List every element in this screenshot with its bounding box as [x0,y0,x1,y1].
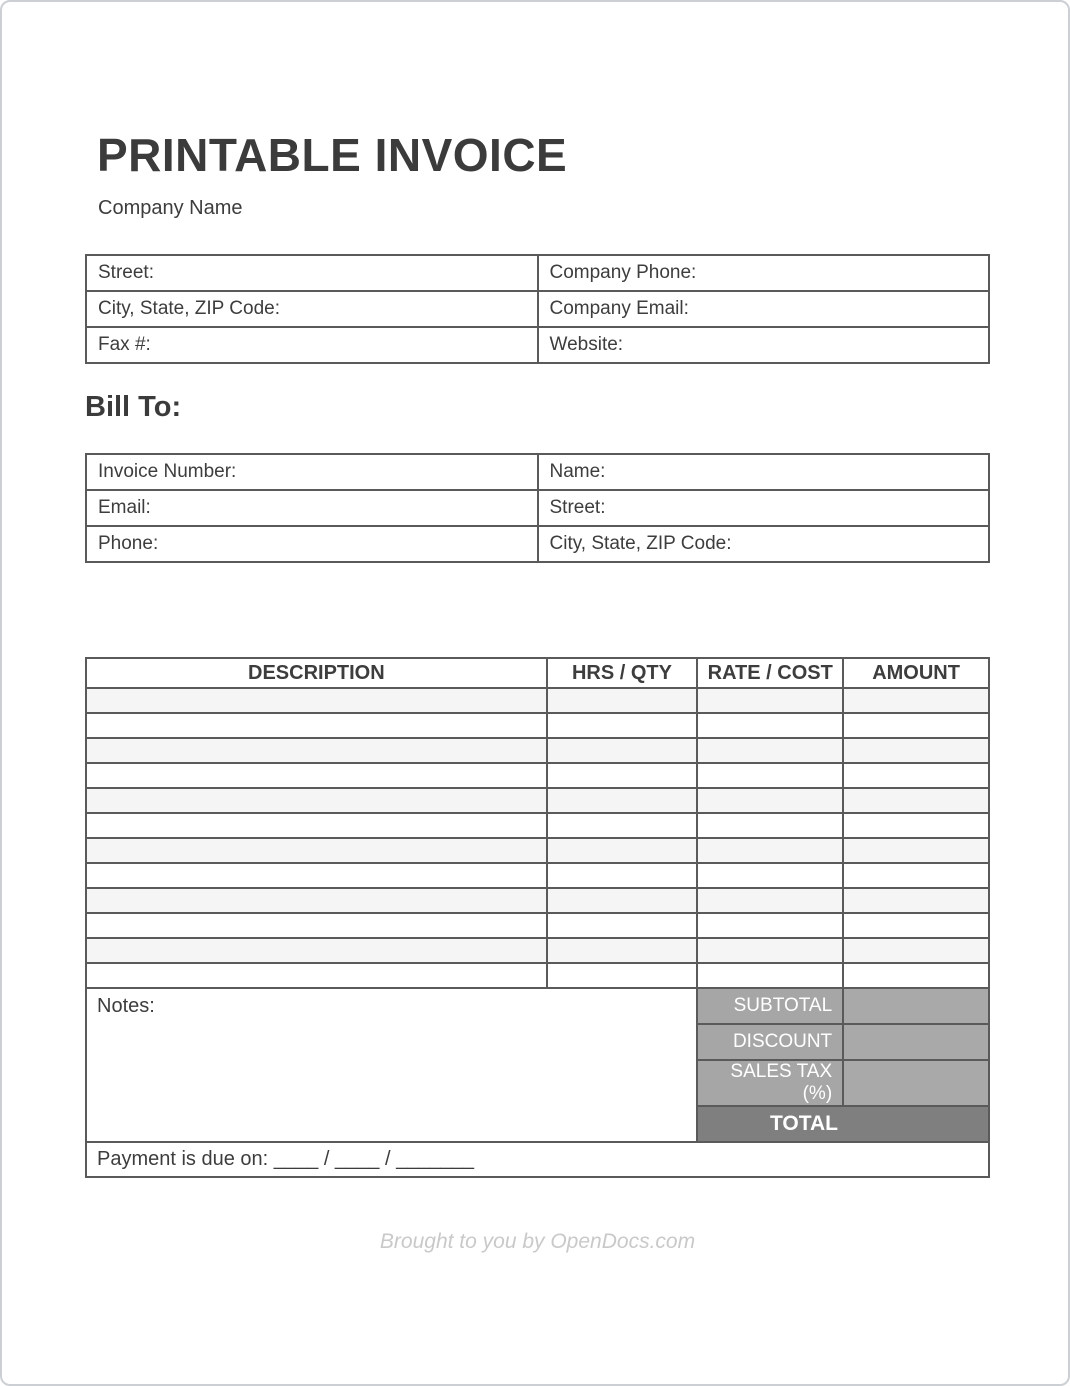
item-row [86,838,989,863]
item-cell [697,913,843,938]
item-cell [547,688,698,713]
item-row [86,938,989,963]
field-company-phone: Company Phone: [538,255,990,291]
item-cell [86,913,547,938]
item-cell [697,838,843,863]
table-row [86,327,989,363]
item-row [86,913,989,938]
field-website: Website: [538,327,990,363]
item-cell [86,813,547,838]
item-cell [547,913,698,938]
item-cell [697,963,843,988]
table-row [86,291,989,327]
item-cell [547,938,698,963]
payment-row [86,1142,989,1177]
field-bill-name: Name: [538,454,990,490]
field-bill-phone: Phone: [86,526,538,562]
notes-label: Notes: [97,995,155,1018]
item-cell [86,688,547,713]
summary-row [86,988,989,1024]
item-cell [547,863,698,888]
bill-to-table [85,453,990,563]
item-row [86,688,989,713]
item-cell [86,763,547,788]
item-cell [697,938,843,963]
discount-label: DISCOUNT [697,1024,843,1060]
field-bill-city-state-zip: City, State, ZIP Code: [538,526,990,562]
item-cell [547,963,698,988]
field-bill-email: Email: [86,490,538,526]
item-cell [843,838,989,863]
field-bill-street: Street: [538,490,990,526]
item-cell [843,738,989,763]
item-row [86,863,989,888]
item-row [86,738,989,763]
item-cell [86,938,547,963]
item-cell [697,713,843,738]
item-cell [547,763,698,788]
item-cell [86,888,547,913]
item-cell [843,688,989,713]
item-cell [697,813,843,838]
item-cell [86,713,547,738]
item-cell [86,738,547,763]
company-name: Company Name [98,197,243,220]
item-row [86,888,989,913]
item-cell [547,713,698,738]
payment-due-line: Payment is due on: ____ / ____ / _______ [86,1142,989,1177]
page-title: PRINTABLE INVOICE [97,129,568,181]
item-cell [547,788,698,813]
item-cell [843,938,989,963]
item-cell [843,913,989,938]
item-row [86,963,989,988]
subtotal-label: SUBTOTAL [697,988,843,1024]
col-header-hrs-qty: HRS / QTY [547,658,698,688]
field-company-email: Company Email: [538,291,990,327]
item-cell [86,963,547,988]
items-body [86,688,989,988]
item-cell [843,863,989,888]
total-label: TOTAL [697,1106,989,1142]
item-cell [86,863,547,888]
item-cell [843,963,989,988]
bill-to-heading: Bill To: [85,391,182,424]
item-cell [843,763,989,788]
table-row [86,255,989,291]
item-cell [843,788,989,813]
item-cell [697,888,843,913]
field-city-state-zip: City, State, ZIP Code: [86,291,538,327]
discount-value [843,1024,989,1060]
col-header-rate-cost: RATE / COST [697,658,843,688]
item-cell [697,863,843,888]
sales-tax-label: SALES TAX (%) [697,1060,843,1106]
item-cell [843,713,989,738]
item-cell [843,888,989,913]
item-cell [547,738,698,763]
item-cell [547,838,698,863]
subtotal-value [843,988,989,1024]
item-row [86,813,989,838]
document-body [85,2,990,1254]
field-invoice-number: Invoice Number: [86,454,538,490]
table-row [86,490,989,526]
item-cell [697,788,843,813]
col-header-amount: AMOUNT [843,658,989,688]
col-header-description: DESCRIPTION [86,658,547,688]
footer-credit: Brought to you by OpenDocs.com [379,1230,696,1254]
items-header-row [86,658,989,688]
items-table [85,657,990,1178]
item-cell [86,788,547,813]
item-cell [697,763,843,788]
table-row [86,454,989,490]
item-row [86,763,989,788]
item-cell [843,813,989,838]
item-cell [547,888,698,913]
sales-tax-value [843,1060,989,1106]
item-row [86,788,989,813]
item-cell [547,813,698,838]
item-row [86,713,989,738]
item-cell [697,688,843,713]
field-street: Street: [86,255,538,291]
company-info-table [85,254,990,364]
field-fax: Fax #: [86,327,538,363]
item-cell [86,838,547,863]
item-cell [697,738,843,763]
table-row [86,526,989,562]
notes-cell [86,988,697,1142]
